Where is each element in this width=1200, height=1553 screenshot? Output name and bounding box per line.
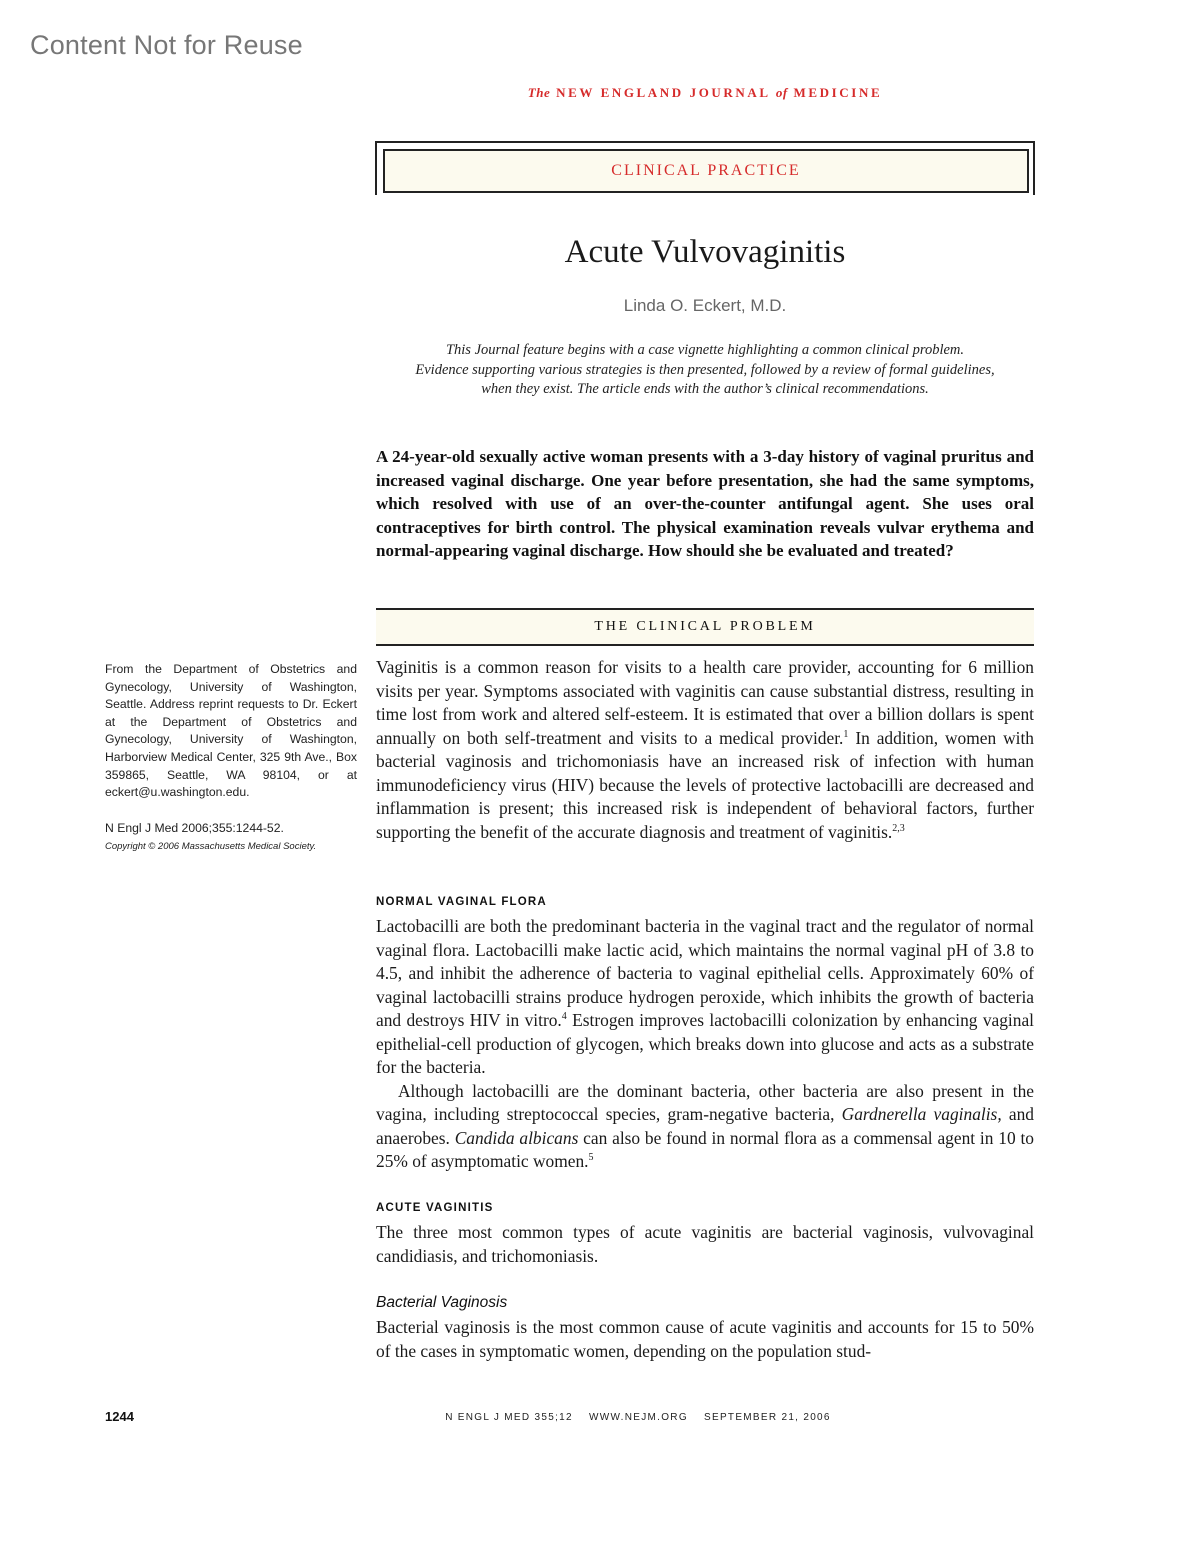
- footer-journal-ref: N ENGL J MED 355;12: [445, 1412, 573, 1423]
- reference-marker: 4: [561, 1011, 567, 1023]
- paragraph-bacterial-vaginosis: Bacterial vaginosis is the most common cause of acute vaginitis and accounts for 15 to 50% of the cases in symptomatic women, depending on the population stud-: [376, 1317, 1034, 1361]
- journal-header: [0, 85, 1200, 101]
- journal-name-1: NEW ENGLAND JOURNAL: [556, 85, 770, 100]
- intro-line-1: This Journal feature begins with a case vignette highlighting a common clinical problem.: [445, 342, 965, 358]
- subheading-normal-flora: NORMAL VAGINAL FLORA: [376, 896, 547, 908]
- copyright: Copyright © 2006 Massachusetts Medical Society.: [105, 841, 317, 852]
- watermark: Content Not for Reuse: [30, 30, 303, 60]
- page-number: 1244: [105, 1409, 134, 1424]
- journal-name-2: MEDICINE: [793, 85, 883, 100]
- reference-marker: 1: [843, 728, 849, 740]
- journal-the: The: [527, 85, 551, 100]
- case-vignette: A 24-year-old sexually active woman presents with a 3-day history of vaginal pruritus and increased vaginal discharge. One year before presentation, she had the same symptoms, which resolved with use of an over-the-counter antifungal agent. She uses oral contraceptives for birth control. The physical examination reveals vulvar erythema and normal-appearing vaginal discharge. How should she be evaluated and treated?: [376, 447, 1034, 560]
- reference-marker: 2,3: [892, 822, 905, 834]
- article-author: Linda O. Eckert, M.D.: [623, 296, 787, 315]
- paragraph-acute-vaginitis: The three most common types of acute vaginitis are bacterial vaginosis, vulvovaginal candidiasis, and trichomoniasis.: [376, 1222, 1034, 1266]
- subheading-acute-vaginitis: ACUTE VAGINITIS: [376, 1202, 494, 1214]
- reference-marker: 5: [588, 1152, 594, 1164]
- subheading-bacterial-vaginosis: Bacterial Vaginosis: [376, 1294, 508, 1311]
- citation: N Engl J Med 2006;355:1244-52.: [105, 821, 284, 835]
- paragraph-normal-flora: Lactobacilli are both the predominant bacteria in the vaginal tract and the regulator of normal vaginal flora. Lactobacilli make lactic acid, which maintains the normal vaginal pH of 3.8 to 4.5, and inhibit the adherence of bacteria to vaginal epithelial cells. Approximately 60% of vaginal lactobacilli strains produce hydrogen peroxide, which inhibits the growth of bacteria and destroys HIV in vitro.$^4$ Estrogen improves lactobacilli colonization by enhancing vaginal epithelial-cell production of glycogen, which breaks down into glucose and acts as a substrate for the bacteria. Although lactobacilli are the dominant bacteria, other bacteria are also present in the vagina, including streptococcal species, gram-negative bacteria, Gardnerella vaginalis, and anaerobes. Candida albicans can also be found in normal flora as a commensal agent in 10 to 25% of asymptomatic women.$^5$: [376, 916, 1035, 1171]
- intro-line-2: Evidence supporting various strategies is then presented, followed by a review of formal guidelines,: [415, 361, 995, 378]
- footer-date: SEPTEMBER 21, 2006: [704, 1412, 831, 1423]
- intro-line-3: when they exist. The article ends with the author’s clinical recommendations.: [481, 381, 929, 397]
- section-heading: THE CLINICAL PROBLEM: [376, 608, 1034, 646]
- journal-of: of: [775, 85, 788, 100]
- footer-site: WWW.NEJM.ORG: [588, 1412, 688, 1423]
- paragraph-clinical-problem: Vaginitis is a common reason for visits to a health care provider, accounting for 6 million visits per year. Symptoms associated with vaginitis can cause substantial distress, resulting in time lost from work and altered self-esteem. It is estimated that over a billion dollars is spent annually on both self-treatment and visits to a medical provider.$^1$ In addition, women with bacterial vaginosis and trichomoniasis have an increased risk of infection with human immunodeficiency virus (HIV) because the levels of protective lactobacilli are decreased and inflammation is present; this increased risk is independent of behavioral factors, further supporting the benefit of the accurate diagnosis and treatment of vaginitis.$^{2,3}$: [376, 657, 1034, 842]
- article-title: Acute Vulvovaginitis: [564, 234, 846, 270]
- author-affiliation: From the Department of Obstetrics and Gynecology, University of Washington, Seattle. Address reprint requests to Dr. Eckert at the Department of Obstetrics and Gynecology, University of Washington, Harborview Medical Center, 325 9th Ave., Box 359865, Seattle, WA 98104, or at eckert@u.washington.edu.: [105, 662, 357, 800]
- page-footer: [0, 1412, 1200, 1423]
- feature-intro: [375, 341, 1035, 400]
- section-banner: CLINICAL PRACTICE: [383, 149, 1029, 193]
